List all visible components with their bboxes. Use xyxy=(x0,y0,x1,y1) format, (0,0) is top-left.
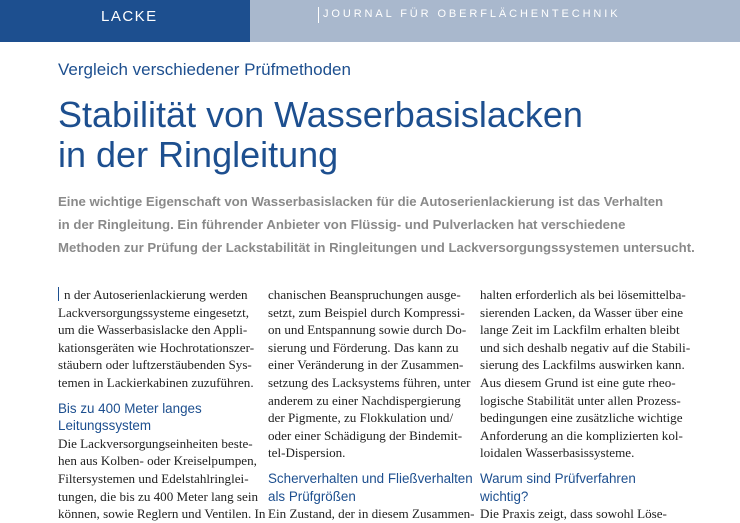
text-line: on und Entspannung sowie durch Do- xyxy=(268,322,467,338)
journal-band xyxy=(250,0,740,42)
text-line: Die Lackversorgungseinheiten beste- xyxy=(58,435,253,451)
journal-divider xyxy=(318,7,319,23)
text-line: tel-Dispersion. xyxy=(268,445,346,461)
text-line: halten erforderlich als bei lösemittelba- xyxy=(480,287,686,302)
lead-line: Eine wichtige Eigenschaft von Wasserbasislacken für die Autoserienlackierung ist das Verhalten xyxy=(58,194,664,209)
text-line: anderem zu einer Nachdispergierung xyxy=(268,392,461,408)
article-lead xyxy=(58,190,695,259)
text-line: kationsgeräten wie Hochrotationszer- xyxy=(58,339,255,355)
text-column-3 xyxy=(480,286,691,523)
text-line: der Pigmente, zu Flokkulation und/ xyxy=(268,410,454,426)
text-line: Lackversorgungssysteme eingesetzt, xyxy=(58,304,250,320)
text-line: können, sowie Reglern und Ventilen. In xyxy=(58,506,266,522)
text-column-1 xyxy=(58,286,266,523)
article-title xyxy=(58,95,583,175)
journal-title: JOURNAL FÜR OBERFLÄCHENTECHNIK xyxy=(323,8,621,20)
subheading: als Prüfgrößen xyxy=(268,488,356,504)
text-line: sierung des Lackfilms auswirken kann. xyxy=(480,357,685,373)
text-line: setzung des Lacksystems führen, unter xyxy=(268,374,471,390)
article-kicker: Vergleich verschiedener Prüfmethoden xyxy=(58,60,351,79)
subheading: wichtig? xyxy=(480,488,529,504)
text-line: sierenden Lacken, da Wasser über eine xyxy=(480,304,684,320)
lead-line: in der Ringleitung. Ein führender Anbieter von Flüssig- und Pulverlacken hat verschiedene xyxy=(58,217,626,232)
text-line: logische Stabilität unter allen Prozess- xyxy=(480,392,681,408)
text-line: Filtersystemen und Edelstahlringlei- xyxy=(58,470,249,486)
text-column-2 xyxy=(268,286,475,523)
text-line: stäubern oder luftzerstäubenden Sys- xyxy=(58,357,252,373)
text-line: chanischen Beanspruchungen ausge- xyxy=(268,287,461,302)
text-line: temen in Lackierkabinen zuzuführen. xyxy=(58,374,254,390)
title-line: in der Ringleitung xyxy=(58,134,339,175)
text-line: loidalen Wasserbasissysteme. xyxy=(480,445,635,461)
section-label: LACKE xyxy=(101,8,158,25)
subheading: Leitungssystem xyxy=(58,418,152,434)
text-line: bedingungen eine zusätzliche wichtige xyxy=(480,410,683,426)
page-header xyxy=(0,0,740,42)
lead-line: Methoden zur Prüfung der Lackstabilität in Ringleitungen und Lackversorgungssystemen untersucht. xyxy=(58,240,695,255)
text-line: Die Praxis zeigt, dass sowohl Löse- xyxy=(480,506,667,522)
text-line: Ein Zustand, der in diesem Zusammen- xyxy=(268,506,475,522)
title-line: Stabilität von Wasserbasislacken xyxy=(58,94,583,135)
text-line: sierung und Förderung. Das kann zu xyxy=(268,339,459,355)
text-line: Aus diesem Grund ist eine gute rheo- xyxy=(480,374,676,390)
text-line: oder einer Schädigung der Bindemit- xyxy=(268,427,463,443)
text-line: Anforderung an die komplizierten kol- xyxy=(480,427,683,443)
text-line: lange Zeit im Lackfilm erhalten bleibt xyxy=(480,322,680,338)
text-line: setzt, zum Beispiel durch Kompressi- xyxy=(268,304,465,320)
text-line: n der Autoserienlackierung werden xyxy=(64,287,248,302)
text-line: um die Wasserbasislacke den Appli- xyxy=(58,322,248,338)
subheading: Bis zu 400 Meter langes xyxy=(58,400,202,416)
text-line: tungen, die bis zu 400 Meter lang sein xyxy=(58,488,258,504)
subheading: Warum sind Prüfverfahren xyxy=(480,470,636,486)
section-tab xyxy=(0,0,250,42)
text-line: und sich deshalb negativ auf die Stabili- xyxy=(480,339,691,355)
text-line: hen aus Kolben- oder Kreiselpumpen, xyxy=(58,453,257,469)
subheading: Scherverhalten und Fließverhalten xyxy=(268,470,473,486)
text-line: einer Veränderung in der Zusammen- xyxy=(268,357,464,373)
